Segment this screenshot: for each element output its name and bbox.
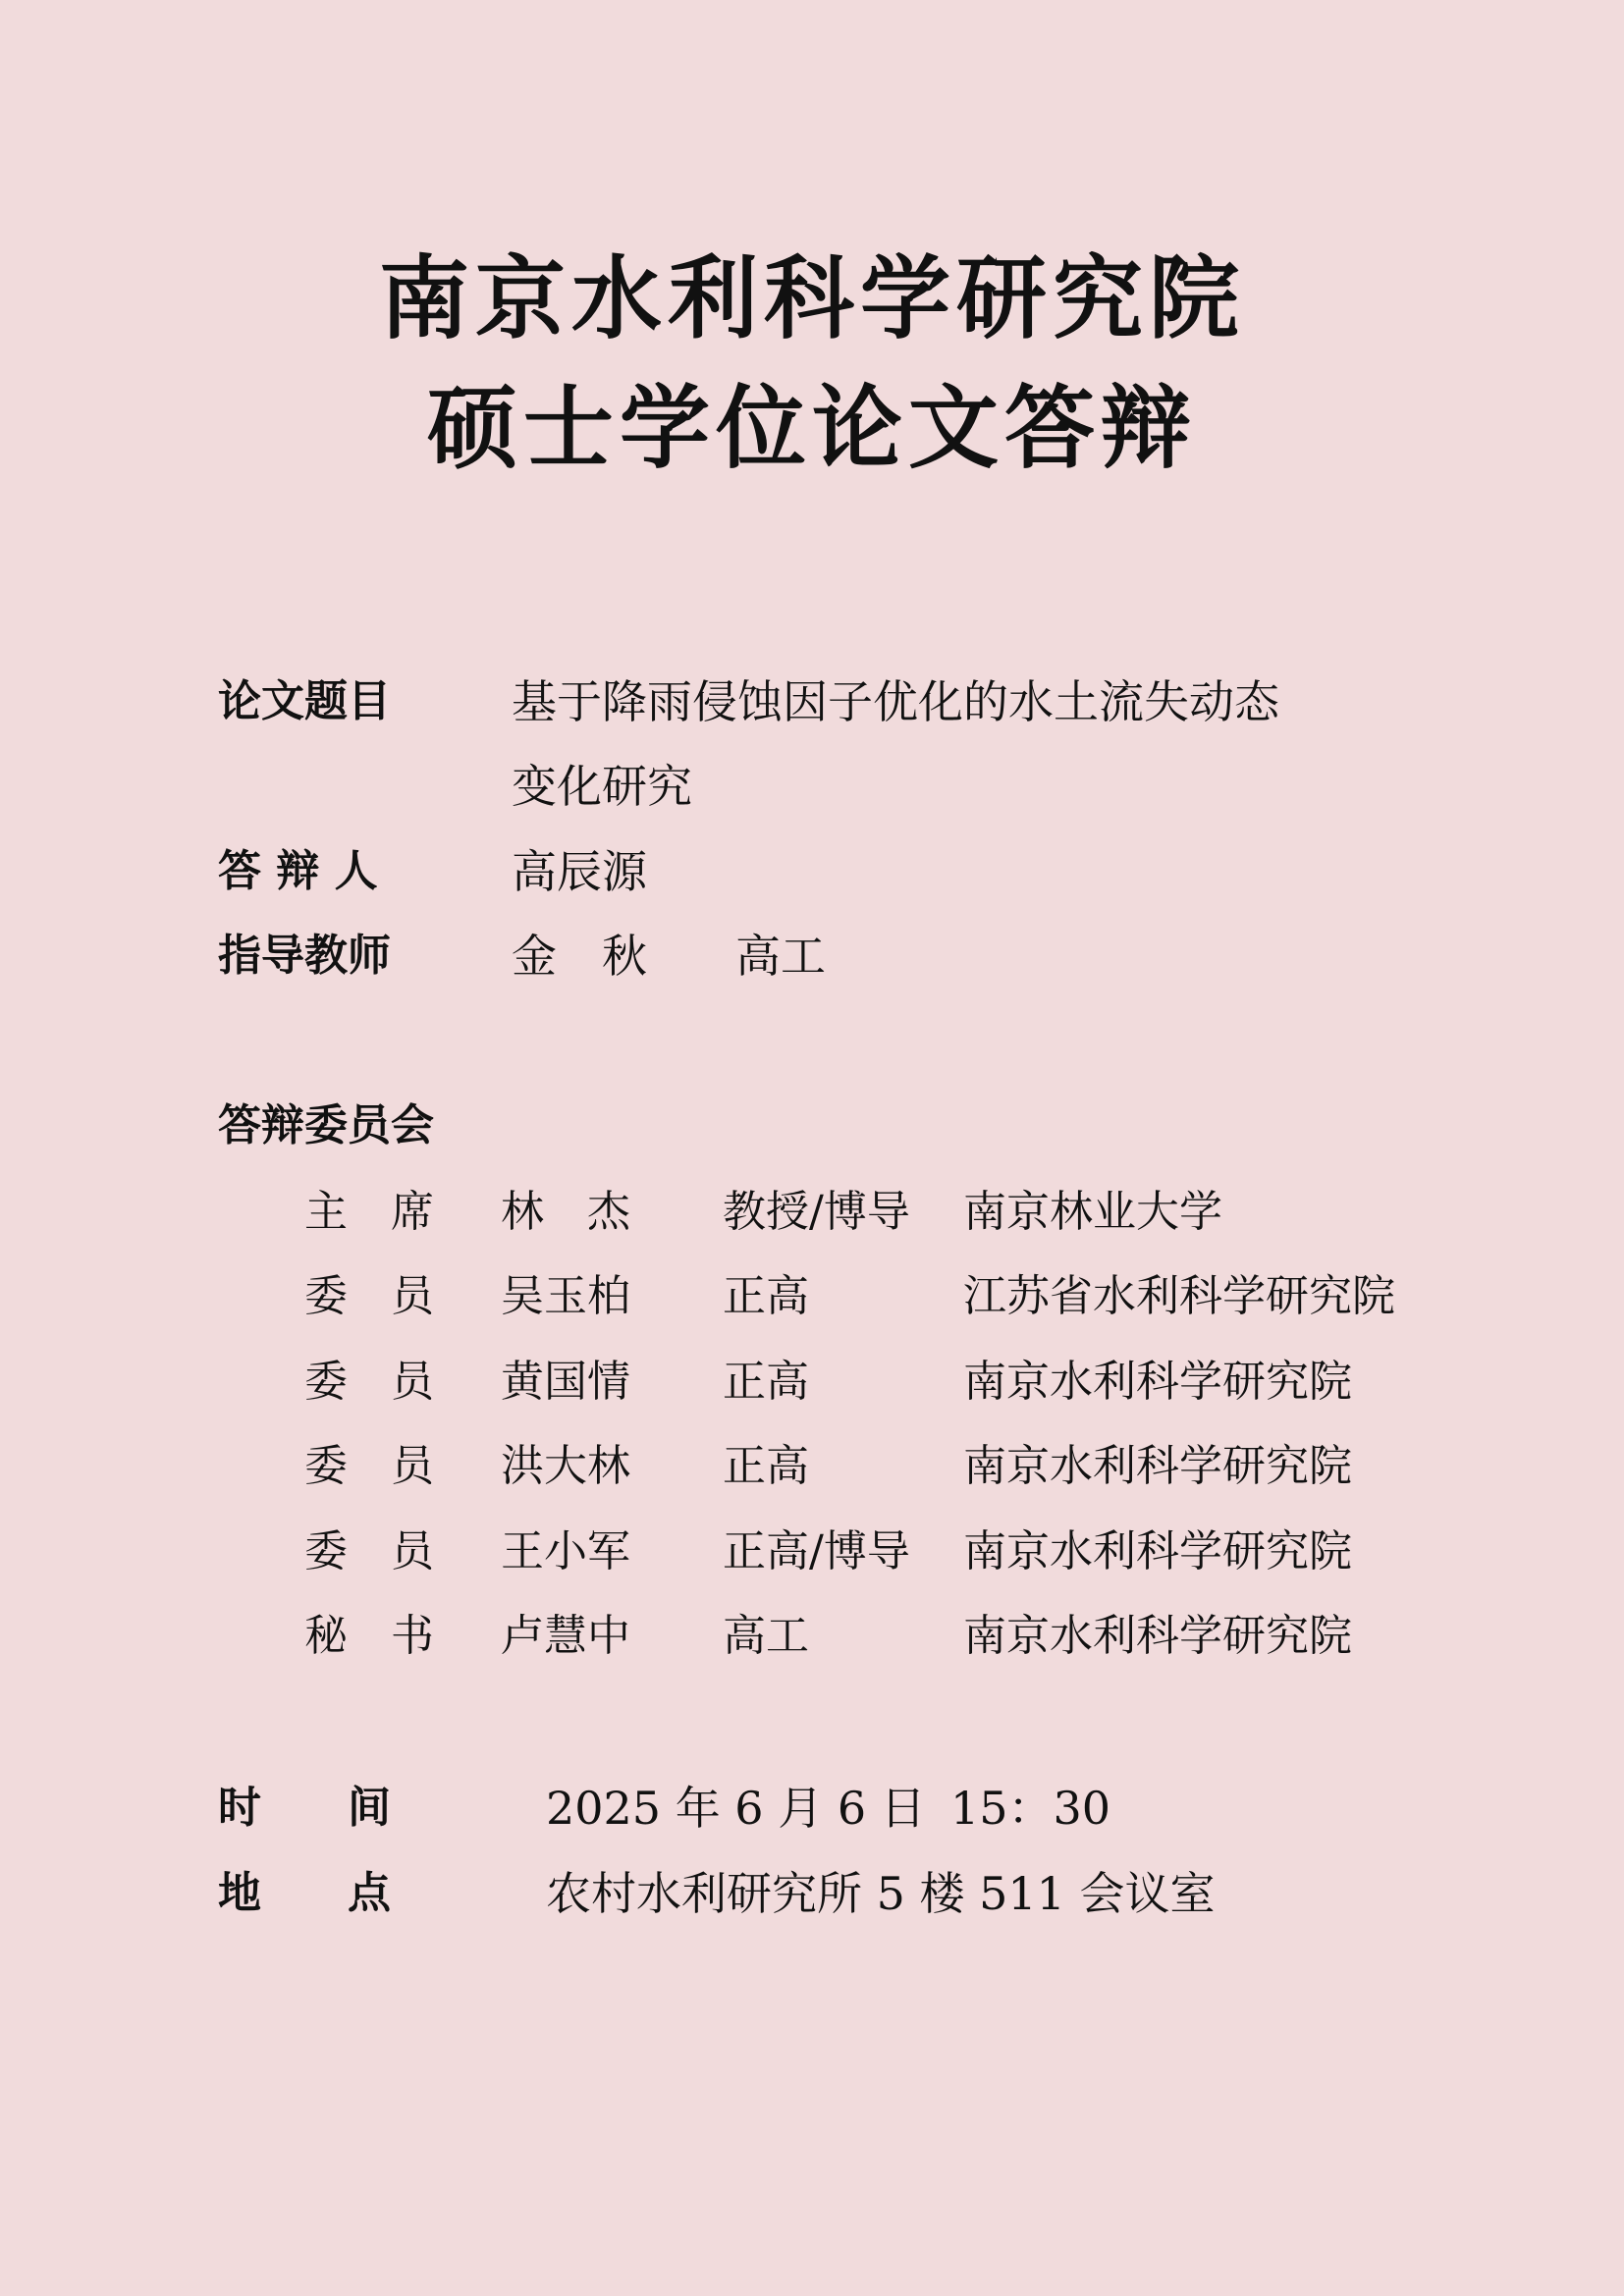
defense-title: 硕士学位论文答辩 <box>426 375 1197 481</box>
member-org: 南京水利科学研究院 <box>963 1611 1352 1661</box>
member-role: 委 员 <box>304 1526 434 1576</box>
member-title: 正高 <box>723 1441 809 1491</box>
member-name: 林 杰 <box>501 1187 630 1237</box>
defense-time: 15：30 <box>950 1782 1111 1835</box>
member-name: 吴玉柏 <box>501 1271 630 1321</box>
topic-line-1: 基于降雨侵蚀因子优化的水土流失动态 <box>512 675 1279 728</box>
place-label: 地 点 <box>218 1868 391 1918</box>
institution-title: 南京水利科学研究院 <box>378 245 1245 351</box>
defender-name: 高辰源 <box>512 845 647 898</box>
defender-label: 答 辩 人 <box>218 846 378 896</box>
member-title: 正高 <box>723 1271 809 1321</box>
member-title: 正高/博导 <box>723 1526 910 1576</box>
member-org: 南京林业大学 <box>963 1187 1222 1237</box>
member-title: 教授/博导 <box>723 1187 910 1237</box>
member-name: 王小军 <box>501 1526 630 1576</box>
member-name: 黄国情 <box>501 1357 630 1407</box>
member-name: 洪大林 <box>501 1441 630 1491</box>
member-name: 卢慧中 <box>501 1611 630 1661</box>
defense-date: 2025 年 6 月 6 日 <box>546 1782 926 1835</box>
committee-heading: 答辩委员会 <box>218 1100 434 1150</box>
member-role: 委 员 <box>304 1357 434 1407</box>
member-role: 秘 书 <box>304 1611 434 1661</box>
time-label: 时 间 <box>218 1783 391 1833</box>
member-org: 江苏省水利科学研究院 <box>963 1271 1395 1321</box>
defense-place: 农村水利研究所 5 楼 511 会议室 <box>546 1867 1216 1920</box>
topic-label: 论文题目 <box>218 676 391 726</box>
member-role: 委 员 <box>304 1271 434 1321</box>
member-role: 委 员 <box>304 1441 434 1491</box>
member-org: 南京水利科学研究院 <box>963 1441 1352 1491</box>
advisor-name: 金 秋 <box>512 930 647 983</box>
member-role: 主 席 <box>304 1187 434 1237</box>
member-title: 高工 <box>723 1611 809 1661</box>
member-org: 南京水利科学研究院 <box>963 1357 1352 1407</box>
advisor-label: 指导教师 <box>218 931 391 981</box>
advisor-title: 高工 <box>735 930 826 983</box>
member-org: 南京水利科学研究院 <box>963 1526 1352 1576</box>
member-title: 正高 <box>723 1357 809 1407</box>
topic-line-2: 变化研究 <box>512 760 692 813</box>
